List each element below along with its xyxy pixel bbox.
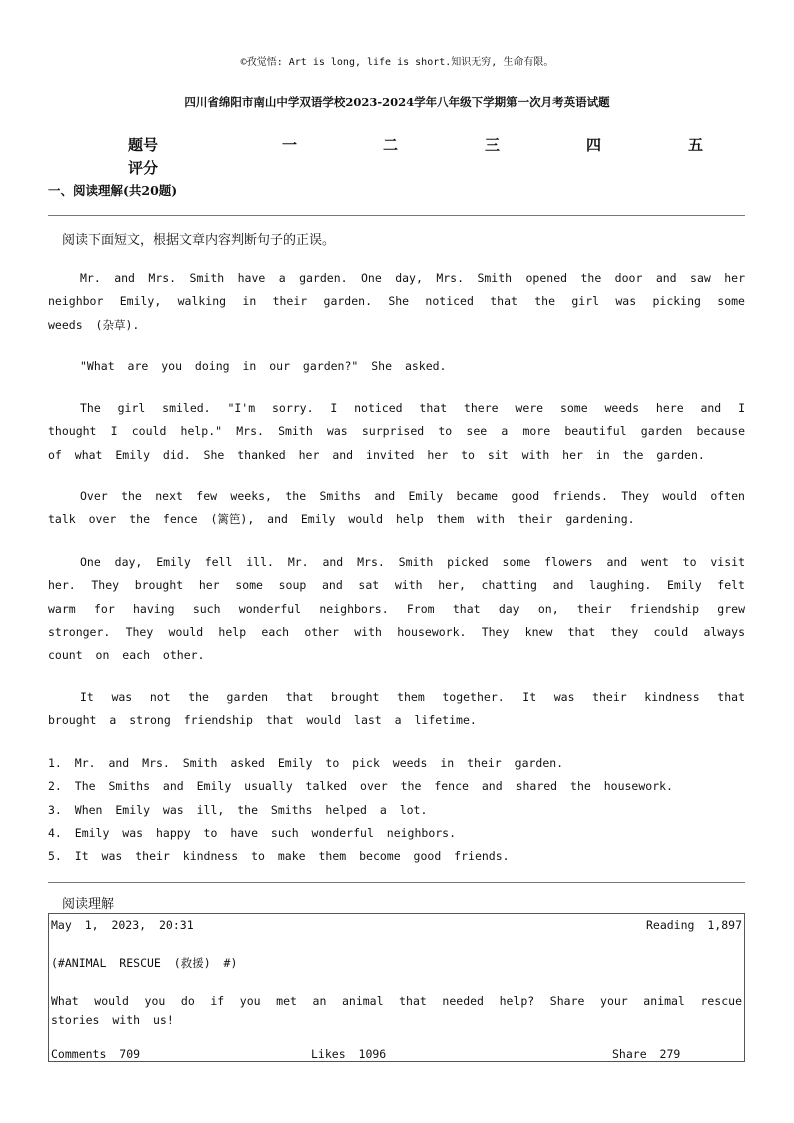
score-table-header-row [0, 134, 794, 154]
question-item: 5. It was their kindness to make them become good friends. [48, 849, 510, 864]
social-post-box [48, 913, 745, 1062]
divider [48, 215, 745, 216]
question-item: 4. Emily was happy to have such wonderful neighbors. [48, 825, 457, 840]
passage-paragraph: One day, Emily fell ill. Mr. and Mrs. Smith picked some flowers and went to visit her. They brought her some soup and sat with her, chatting and laughing. Emily felt warm for having such wonderful neighbors. From that day on, their friendship grew stronger. They would help each other with housework. They knew that they could always count on each other. [48, 555, 745, 663]
score-column-1: 一 [282, 136, 298, 154]
passage-paragraph: The girl smiled. "I'm sorry. I noticed that there were some weeds here and I thought I could help." Mrs. Smith was surprised to see a more beautiful garden because of what Emily did. She thanked her and invited her to sit with her in the garden. [48, 401, 745, 462]
instruction: 阅读下面短文，根据文章内容判断句子的正误。 [62, 233, 336, 248]
post-hashtag: (#ANIMAL RESCUE (救援) #) [51, 956, 238, 970]
score-row-label: 题号 [128, 136, 159, 154]
post-likes: Likes 1096 [311, 1047, 387, 1061]
question-list [48, 752, 745, 868]
passage-paragraph: It was not the garden that brought them together. It was their kindness that brought a strong friendship that would last a lifetime. [48, 690, 745, 728]
post-meta-row [51, 918, 742, 932]
passage-paragraph: Over the next few weeks, the Smiths and Emily became good friends. They would often talk over the fence (篱笆), and Emily would help them with their gardening. [48, 489, 745, 527]
score-column-2: 二 [383, 136, 399, 154]
post-reading-count: Reading 1,897 [645, 918, 742, 932]
score-column-3: 三 [485, 136, 501, 154]
score-column-5: 五 [688, 136, 704, 154]
question-item: 2. The Smiths and Emily usually talked over the fence and shared the housework. [48, 779, 673, 794]
passage-paragraph: "What are you doing in our garden?" She asked. [80, 359, 447, 373]
question-item: 1. Mr. and Mrs. Smith asked Emily to pick weeds in their garden. [48, 756, 564, 770]
section-heading: 一、阅读理解(共20题) [48, 183, 178, 198]
divider [48, 882, 745, 883]
watermark: ©孜觉悟: Art is long, life is short.知识无穷, 生命有限。 [240, 57, 554, 68]
post-body: What would you do if you met an animal that needed help? Share your animal rescue stories with us! [51, 994, 742, 1027]
page-title: 四川省绵阳市南山中学双语学校2023-2024学年八年级下学期第一次月考英语试题 [184, 95, 610, 109]
post-date: May 1, 2023, 20:31 [51, 918, 194, 932]
score-row-label-2: 评分 [128, 159, 159, 177]
post-shares: Share 279 [612, 1047, 681, 1061]
passage-paragraph: Mr. and Mrs. Smith have a garden. One day, Mrs. Smith opened the door and saw her neighbor Emily, walking in their garden. She noticed that the girl was picking some weeds (杂草). [48, 271, 745, 332]
section-heading: 阅读理解 [62, 897, 115, 912]
score-column-4: 四 [586, 136, 602, 154]
post-stats-row [51, 1047, 742, 1063]
post-comments: Comments 709 [51, 1047, 141, 1061]
question-item: 3. When Emily was ill, the Smiths helped a lot. [48, 802, 428, 817]
